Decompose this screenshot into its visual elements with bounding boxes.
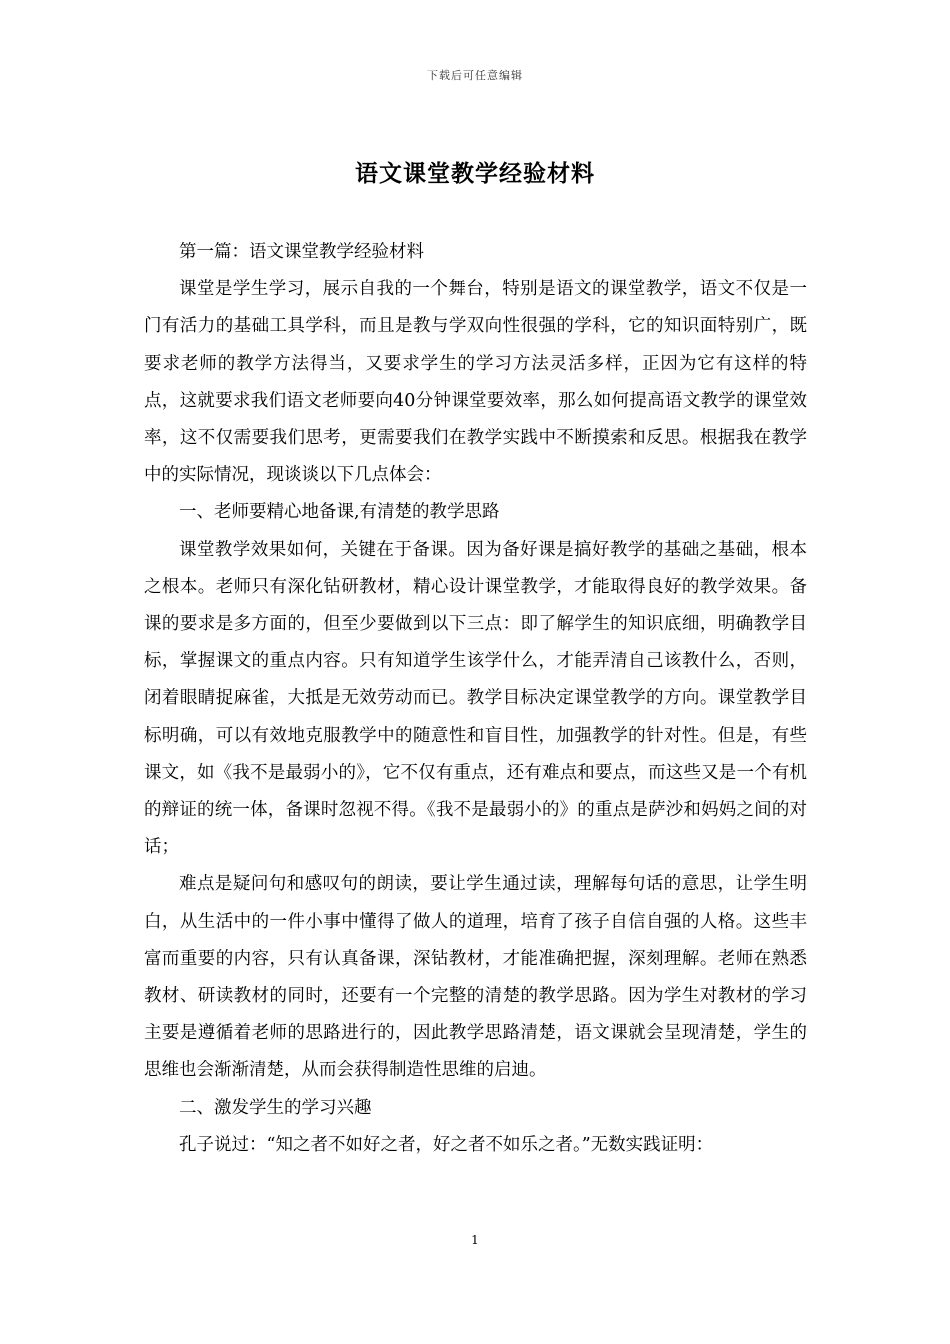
page-number: 1 — [471, 1233, 479, 1247]
paragraph-confucius: 孔子说过：“知之者不如好之者，好之者不如乐之者。”无数实践证明： — [179, 1134, 714, 1155]
section-heading-one: 一、老师要精心地备课,有清楚的教学思路 — [179, 502, 500, 523]
paragraph-intro: 课堂是学生学习，展示自我的一个舞台，特别是语文的课堂教学，语文不仅是一门有活力的基础工具学科，而且是教与学双向性很强的学科，它的知识面特别广，既要求老师的教学方法得当，又要求学生的学习方法灵活多样，正因为它有这样的特点，这就要求我们语文老师要向40分钟课堂要效率，那么如何提高语文教学的课堂效率，这不仅需要我们思考，更需要我们在教学实践中不断摸索和反思。根据我在教学中的实际情况，现谈谈以下几点体会： — [144, 279, 807, 486]
header-note: 下载后可任意编辑 — [427, 69, 523, 82]
document-title: 语文课堂教学经验材料 — [355, 160, 595, 187]
paragraph-difficulties: 难点是疑问句和感叹句的朗读，要让学生通过读，理解每句话的意思，让学生明白，从生活中的一件小事中懂得了做人的道理，培育了孩子自信自强的人格。这些丰富而重要的内容，只有认真备课，深钻教材，才能准确把握，深刻理解。老师在熟悉教材、研读教材的同时，还要有一个完整的清楚的教学思路。因为学生对教材的学习主要是遵循着老师的思路进行的，因此教学思路清楚，语文课就会呈现清楚，学生的思维也会渐渐清楚，从而会获得制造性思维的启迪。 — [144, 874, 807, 1081]
section-heading-two: 二、激发学生的学习兴趣 — [179, 1097, 372, 1118]
section-heading-first-article: 第一篇：语文课堂教学经验材料 — [179, 242, 424, 262]
document-body — [144, 234, 807, 1164]
paragraph-lesson-prep: 课堂教学效果如何，关键在于备课。因为备好课是搞好教学的基础之基础，根本之根本。老师只有深化钻研教材，精心设计课堂教学，才能取得良好的教学效果。备课的要求是多方面的，但至少要做到以下三点：即了解学生的知识底细，明确教学目标，掌握课文的重点内容。只有知道学生该学什么，才能弄清自己该教什么，否则，闭着眼睛捉麻雀，大抵是无效劳动而已。教学目标决定课堂教学的方向。课堂教学目标明确，可以有效地克服教学中的随意性和盲目性，加强教学的针对性。但是，有些课文，如《我不是最弱小的》，它不仅有重点，还有难点和要点，而这些又是一个有机的辩证的统一体，备课时忽视不得。《我不是最弱小的》的重点是萨沙和妈妈之间的对话； — [144, 539, 807, 858]
